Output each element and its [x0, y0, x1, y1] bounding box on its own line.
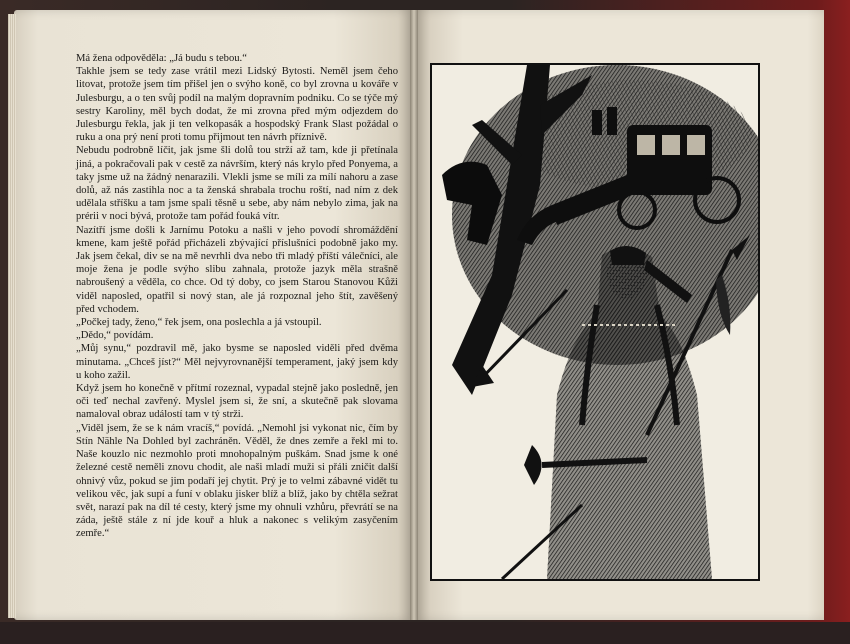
paragraph: Takhle jsem se tedy zase vrátil mezi Lidský Bytosti. Neměl jsem čeho litovat, protože jsem tím přišel jen o svýho koně, co byl zrovna u kováře v Julesburgu, a o ten svůj podíl na malým dopravním podniku. Co se týče mý sestry Karoliny, měl bych dodat, že mi zrovna před mým odjezdem do Julesburgu řekla, jak ji ten velkopasák a hospodský Frank Slast požádal o ruku a ona prý není proti tomu přijmout ten návrh příznivě. [76, 66, 398, 144]
paragraph: Má žena odpověděla: „Já budu s tebou.“ [76, 53, 247, 64]
paragraph: „Můj synu,“ pozdravil mě, jako bysme se naposled viděli před dvěma minutama. „Chceš jíst?“ Měl nejvyrovnanější temperament, jaký jsem kdy u koho zažil. [76, 343, 398, 381]
page-stack-edge [8, 14, 16, 618]
book-gutter [410, 10, 418, 620]
book-bottom-edge [0, 622, 850, 644]
paragraph: „Počkej tady, ženo,“ řek jsem, ona poslechla a já vstoupil. [76, 317, 322, 329]
paragraph: „Viděl jsem, že se k nám vracíš,“ povídá. „Nemohl jsi vykonat nic, čím by Stín Nähle Na Dohled byl zachráněn. Věděl, že dnes zemře a řekl mi to. Naše kouzlo nic nezmohlo proti mnohopalným puškám. Snad jsme k oné železné cestě neměli znovu chodit, ale naši mladí muži si přáli zničit další ohnivý vůz, pokud se jim podaří jej chytit. Prý je to velmi zábavné vidět tu velikou věc, jak supí a funí v oblaku jisker blíž a blíž, jako by chtěla sežrat svět, narazí pak na díl té cesty, který jsme my ohnuli vzhůru, převrátí se na záda, ještě stále z ní jde kouř a hluk a nakonec s velikým zasyčením zemře.“ [76, 422, 398, 540]
left-page-text [76, 52, 398, 541]
paragraph: Nebudu podrobně líčit, jak jsme šli dolů tou strží až tam, kde ji přetínala jiná, a pokračovali pak v cestě za návrším, který nás krylo před Ponyema, a taky jsme už na žádný nenarazili. Vlekli jsme se míli za mílí nahoru a zase dolů, až nás zastihla noc a ta ženská shrabala trochu roští, nad ním z dek udělala stříšku a tam jsme spali těsně u sebe, aby nám nebylo zima, jak na prérii v noci bývá, protože tam pořád fouká vítr. [76, 145, 398, 223]
paragraph: Nazítří jsme došli k Jarnímu Potoku a našli v jeho povodí shromáždění kmene, kam ještě pořád přicházeli zbývající příslušníci podobně jako my. Jak jsem čekal, div se na mě nevrhli dva nebo tři mladý příští válečníci, ale moje žena je podle svýho slibu zahnala, protože jazyk měla strašně nabroušený a věděla, co chce. Od tý doby, co jsem Starou Stanovou Kůži viděl naposled, opatřil si nový stan, ale já rozpoznal jeho štít, zavěšený před vchodem. [76, 224, 398, 315]
book-illustration [430, 63, 760, 581]
paragraph: Když jsem ho konečně v přítmí rozeznal, vypadal stejně jako posledně, jen oči teď nechal zavřený. Myslel jsem si, že sní, a skutečně pak slovama namaloval obraz událostí tam v tý strži. [76, 383, 398, 421]
engraving-illustration [432, 65, 758, 579]
paragraph: „Dědo,“ povídám. [76, 330, 154, 342]
